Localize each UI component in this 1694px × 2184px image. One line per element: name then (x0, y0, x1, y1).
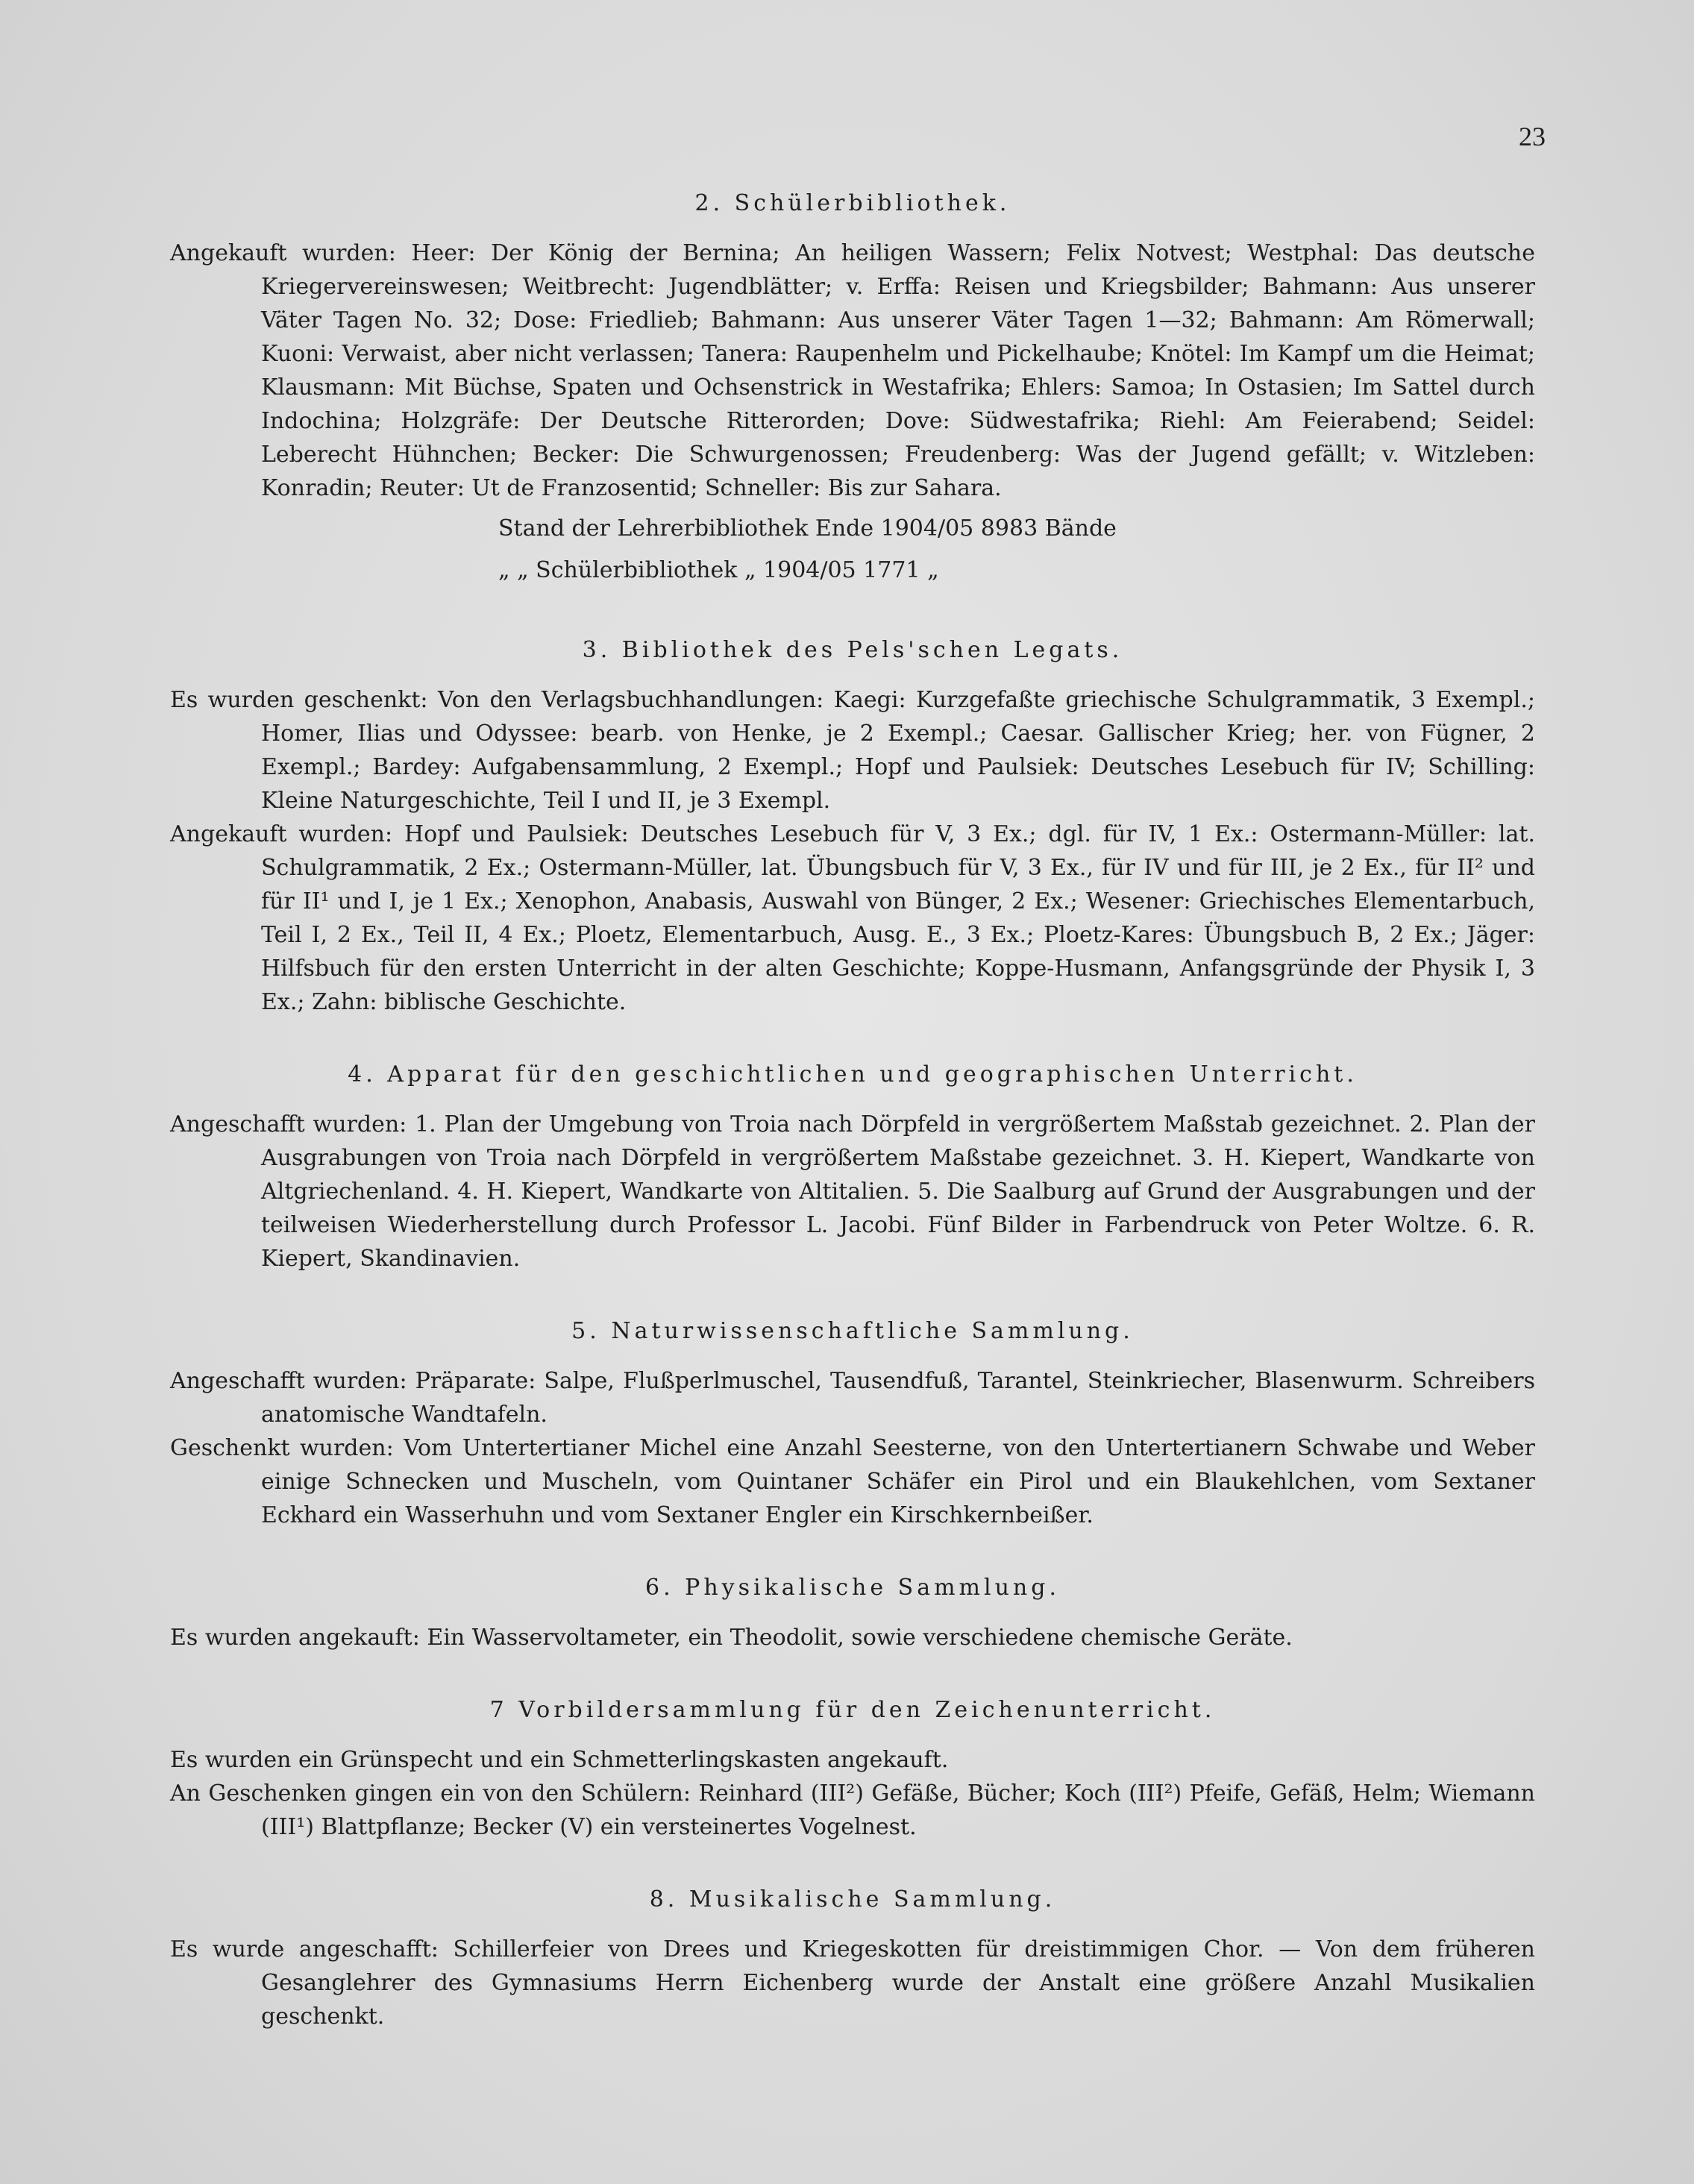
section-musik (170, 1883, 1535, 2033)
stand-schuelerbibliothek: „ „ Schülerbibliothek „ 1904/05 1771 „ (498, 557, 939, 583)
section-paragraph: An Geschenken gingen ein von den Schülern: Reinhard (III²) Gefäße, Bücher; Koch (III²) Pfeife, Gefäß, Helm; Wiemann (III¹) Blattpflanze; Becker (V) ein versteinertes Vogelnest. (170, 1780, 1535, 1840)
section-schuelerbibliothek (170, 186, 1535, 589)
section-paragraph: Geschenkt wurden: Vom Untertertianer Michel eine Anzahl Seesterne, von den Untertertianern Schwabe und Weber einige Schnecken und Muscheln, vom Quintaner Schäfer ein Pirol und ein Blaukehlchen, vom Sextaner Eckhard ein Wasserhuhn und vom Sextaner Engler ein Kirschkernbeißer. (170, 1435, 1535, 1528)
section-paragraph: Es wurde angeschafft: Schillerfeier von Drees und Kriegeskotten für dreistimmigen Chor. — Von dem früheren Gesanglehrer des Gymnasiums Herrn Eichenberg wurde der Anstalt eine größere Anzahl Musikalien geschenkt. (170, 1936, 1535, 2030)
page-content (170, 186, 1535, 2033)
section-heading: 5. Naturwissenschaftliche Sammlung. (571, 1318, 1134, 1344)
section-geschichte-geographie (170, 1058, 1535, 1275)
section-paragraph: Es wurden geschenkt: Von den Verlagsbuchhandlungen: Kaegi: Kurzgefaßte griechische Schulgrammatik, 3 Exempl.; Homer, Ilias und Odyssee: bearb. von Henke, je 2 Exempl.; Caesar. Gallischer Krieg; her. von Fügner, 2 Exempl.; Bardey: Aufgabensammlung, 2 Exempl.; Hopf und Paulsiek: Deutsches Lesebuch für IV; Schilling: Kleine Naturgeschichte, Teil I und II, je 3 Exempl. (170, 687, 1535, 814)
section-naturwissenschaft (170, 1314, 1535, 1532)
section-paragraph: Angekauft wurden: Heer: Der König der Bernina; An heiligen Wassern; Felix Notvest; Westphal: Das deutsche Kriegervereinswesen; Weitbrecht: Jugendblätter; v. Erffa: Reisen und Kriegsbilder; Bahmann: Aus unserer Väter Tagen No. 32; Dose: Friedlieb; Bahmann: Aus unserer Väter Tagen 1—32; Bahmann: Am Römerwall; Kuoni: Verwaist, aber nicht verlassen; Tanera: Raupenhelm und Pickelhaube; Knötel: Im Kampf um die Heimat; Klausmann: Mit Büchse, Spaten und Ochsenstrick in Westafrika; Ehlers: Samoa; In Ostasien; Im Sattel durch Indochina; Holzgräfe: Der Deutsche Ritterorden; Dove: Südwestafrika; Riehl: Am Feierabend; Seidel: Leberecht Hühnchen; Becker: Die Schwurgenossen; Freudenberg: Was der Jugend gefällt; v. Witzleben: Konradin; Reuter: Ut de Franzosentid; Schneller: Bis zur Sahara. (170, 240, 1535, 501)
page-number: 23 (1519, 122, 1546, 151)
section-paragraph: Angeschafft wurden: 1. Plan der Umgebung von Troia nach Dörpfeld in vergrößertem Maßstab gezeichnet. 2. Plan der Ausgrabungen von Troia nach Dörpfeld in vergrößertem Maßstabe gezeichnet. 3. H. Kiepert, Wandkarte von Altgriechenland. 4. H. Kiepert, Wandkarte von Altitalien. 5. Die Saalburg auf Grund der Ausgrabungen und der teilweisen Wiederherstellung durch Professor L. Jacobi. Fünf Bilder in Farbendruck von Peter Woltze. 6. R. Kiepert, Skandinavien. (170, 1111, 1535, 1272)
section-physik (170, 1571, 1535, 1654)
section-paragraph: Es wurden ein Grünspecht und ein Schmetterlingskasten angekauft. (170, 1747, 949, 1773)
section-heading: 3. Bibliothek des Pels'schen Legats. (582, 637, 1123, 663)
section-heading: 6. Physikalische Sammlung. (645, 1575, 1060, 1601)
section-bibliothek-pels-legat (170, 633, 1535, 1019)
section-heading: 4. Apparat für den geschichtlichen und geographischen Unterricht. (348, 1061, 1358, 1088)
spacer (170, 589, 1535, 633)
spacer (170, 1019, 1535, 1058)
section-paragraph: Angeschafft wurden: Präparate: Salpe, Flußperlmuschel, Tausendfuß, Tarantel, Steinkriecher, Blasenwurm. Schreibers anatomische Wandtafeln. (170, 1368, 1535, 1428)
section-paragraph: Es wurden angekauft: Ein Wasservoltameter, ein Theodolit, sowie verschiedene chemische Geräte. (170, 1625, 1293, 1651)
section-heading: 2. Schülerbibliothek. (694, 190, 1011, 216)
spacer (170, 1654, 1535, 1693)
stand-lehrerbibliothek: Stand der Lehrerbibliothek Ende 1904/05 8983 Bände (498, 515, 1117, 542)
section-paragraph: Angekauft wurden: Hopf und Paulsiek: Deutsches Lesebuch für V, 3 Ex.; dgl. für IV, 1 Ex.: Ostermann-Müller: lat. Schulgrammatik, 2 Ex.; Ostermann-Müller, lat. Übungsbuch für V, 3 Ex., für IV und für III, je 2 Ex., für II² und für II¹ und I, je 1 Ex.; Xenophon, Anabasis, Auswahl von Bünger, 2 Ex.; Wesener: Griechisches Elementarbuch, Teil I, 2 Ex., Teil II, 4 Ex.; Ploetz, Elementarbuch, Ausg. E., 3 Ex.; Ploetz-Kares: Übungsbuch B, 2 Ex.; Jäger: Hilfsbuch für den ersten Unterricht in der alten Geschichte; Koppe-Husmann, Anfangsgründe der Physik I, 3 Ex.; Zahn: biblische Geschichte. (170, 821, 1535, 1015)
section-zeichenunterricht (170, 1693, 1535, 1844)
spacer (170, 1532, 1535, 1571)
section-heading: 7 Vorbildersammlung für den Zeichenunterricht. (489, 1697, 1216, 1723)
section-heading: 8. Musikalische Sammlung. (649, 1886, 1056, 1912)
spacer (170, 1275, 1535, 1314)
spacer (170, 1844, 1535, 1883)
